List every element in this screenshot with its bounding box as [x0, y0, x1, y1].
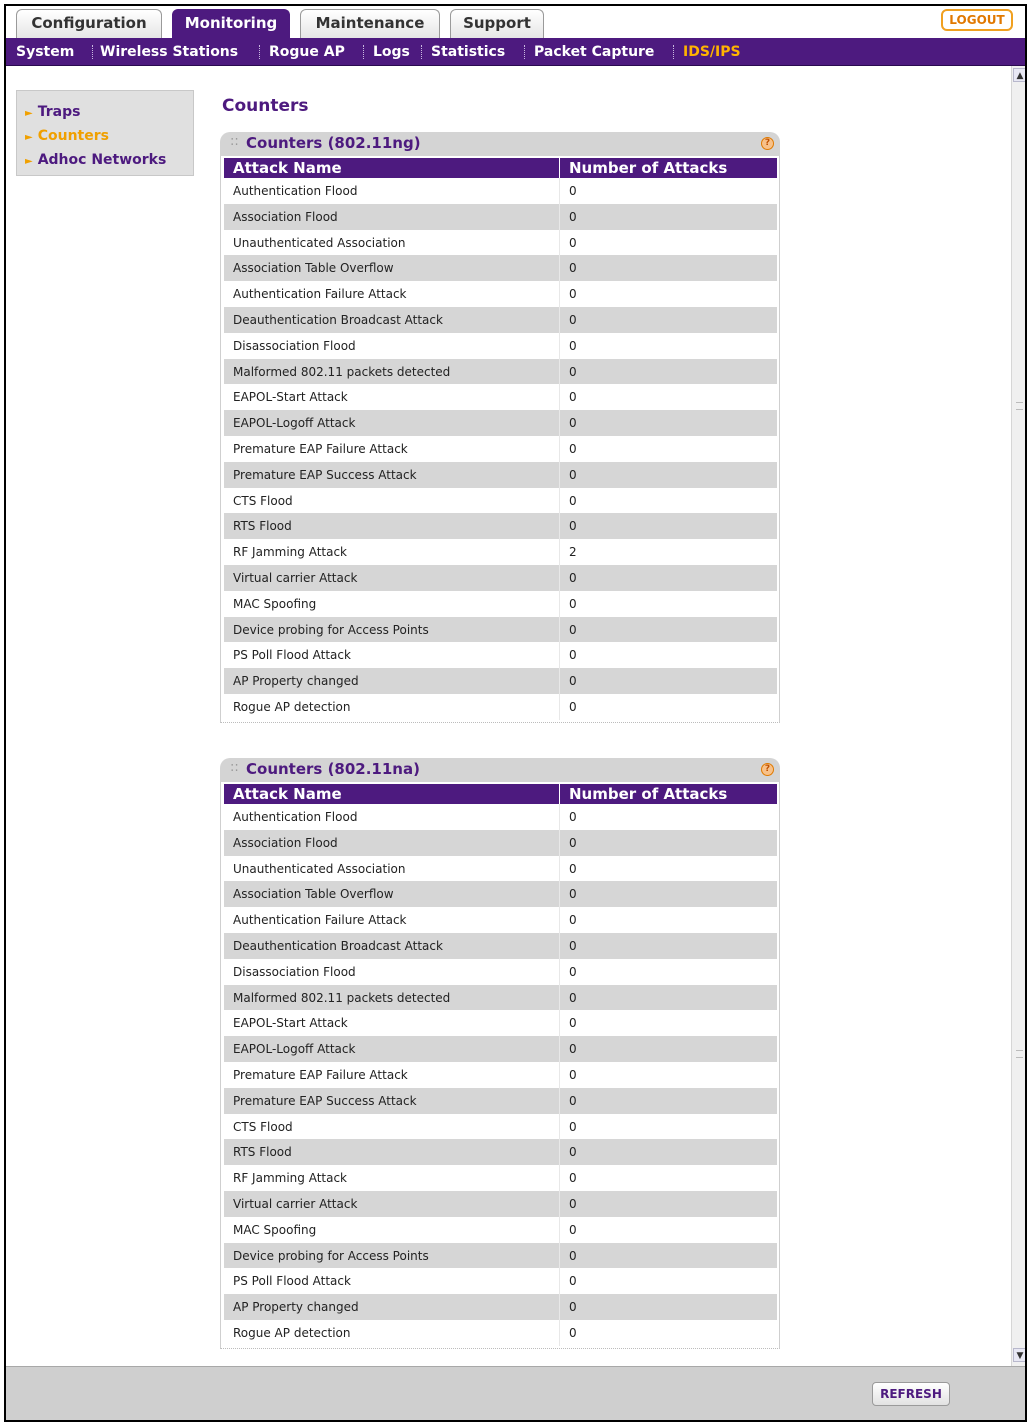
table-row [224, 617, 777, 643]
table-row [224, 694, 777, 720]
top-tab-bar [6, 6, 1025, 38]
sub-navigation [6, 38, 1025, 66]
attack-name-cell: CTS Flood [224, 488, 560, 514]
subnav-packet-capture[interactable]: Packet Capture [534, 44, 655, 60]
grip-icon: :: [230, 760, 239, 775]
attack-name-cell: Authentication Failure Attack [224, 907, 560, 933]
counters-panel-na [220, 758, 780, 1349]
table-row [224, 591, 777, 617]
attack-count-cell: 0 [569, 1042, 577, 1057]
side-menu [16, 90, 194, 176]
attack-name-cell: RTS Flood [224, 513, 560, 539]
arrow-right-icon: ► [25, 132, 33, 143]
panel-header [220, 132, 780, 156]
attack-count-cell: 0 [569, 235, 577, 250]
attack-name-cell: Premature EAP Success Attack [224, 1088, 560, 1114]
attack-count-cell: 0 [569, 699, 577, 714]
attack-count-cell: 0 [569, 338, 577, 353]
attack-name-cell: AP Property changed [224, 1294, 560, 1320]
subnav-separator [673, 45, 674, 59]
attack-count-cell: 0 [569, 1274, 577, 1289]
attack-name-cell: AP Property changed [224, 668, 560, 694]
table-row [224, 668, 777, 694]
table-row [224, 642, 777, 668]
attack-count-cell: 0 [569, 261, 577, 276]
attack-name-cell: Premature EAP Success Attack [224, 462, 560, 488]
attack-count-cell: 0 [569, 287, 577, 302]
help-icon[interactable]: ? [761, 763, 774, 776]
sidemenu-item-label: Traps [37, 104, 81, 120]
attack-count-cell: 0 [569, 184, 577, 198]
attack-count-cell: 0 [569, 913, 577, 928]
attack-name-cell: CTS Flood [224, 1114, 560, 1140]
attack-count-cell: 0 [569, 493, 577, 508]
table-row [224, 436, 777, 462]
attack-name-cell: Deauthentication Broadcast Attack [224, 307, 560, 333]
attack-count-cell: 0 [569, 861, 577, 876]
attack-count-cell: 0 [569, 467, 577, 482]
attack-name-cell: Premature EAP Failure Attack [224, 1062, 560, 1088]
table-row [224, 804, 777, 830]
attack-count-cell: 0 [569, 416, 577, 431]
subnav-separator [259, 45, 260, 59]
attack-name-cell: RF Jamming Attack [224, 539, 560, 565]
table-row [224, 1088, 777, 1114]
attack-count-cell: 0 [569, 312, 577, 327]
attack-name-cell: Association Table Overflow [224, 881, 560, 907]
attack-name-cell: Authentication Flood [224, 804, 560, 830]
attack-count-cell: 0 [569, 1171, 577, 1186]
table-row [224, 307, 777, 333]
help-icon[interactable]: ? [761, 137, 774, 150]
attack-name-cell: Malformed 802.11 packets detected [224, 359, 560, 385]
table-row [224, 1243, 777, 1269]
table-row [224, 255, 777, 281]
attack-name-cell: Authentication Failure Attack [224, 281, 560, 307]
table-row [224, 959, 777, 985]
attack-count-cell: 0 [569, 648, 577, 663]
refresh-button[interactable]: REFRESH [872, 1382, 950, 1406]
attack-count-cell: 0 [569, 570, 577, 585]
table-row [224, 539, 777, 565]
table-row [224, 1217, 777, 1243]
attack-name-cell: PS Poll Flood Attack [224, 1268, 560, 1294]
attack-count-cell: 0 [569, 441, 577, 456]
attack-count-cell: 0 [569, 1016, 577, 1031]
attack-name-cell: Unauthenticated Association [224, 856, 560, 882]
attack-count-cell: 0 [569, 364, 577, 379]
attack-name-cell: Rogue AP detection [224, 1320, 560, 1346]
footer-bar [6, 1366, 1025, 1420]
panel-body [220, 156, 780, 723]
table-row [224, 488, 777, 514]
table-row [224, 204, 777, 230]
subnav-logs[interactable]: Logs [373, 44, 410, 60]
attack-count-cell: 0 [569, 519, 577, 534]
attack-name-cell: Disassociation Flood [224, 959, 560, 985]
table-row [224, 230, 777, 256]
attack-name-cell: RTS Flood [224, 1139, 560, 1165]
attack-name-cell: Premature EAP Failure Attack [224, 436, 560, 462]
subnav-wireless-stations[interactable]: Wireless Stations [100, 44, 239, 60]
attack-name-cell: Association Flood [224, 204, 560, 230]
table-row [224, 1320, 777, 1346]
table-row [224, 462, 777, 488]
panel-header [220, 758, 780, 782]
sidemenu-item-traps[interactable] [17, 101, 193, 125]
attack-count-cell: 0 [569, 390, 577, 405]
sidemenu-item-label: Adhoc Networks [37, 152, 167, 168]
subnav-system[interactable]: System [16, 44, 75, 60]
table-row [224, 1010, 777, 1036]
column-header-number-of-attacks: Number of Attacks [569, 785, 728, 803]
attack-count-cell: 0 [569, 1145, 577, 1160]
attack-count-cell: 0 [569, 674, 577, 689]
attack-count-cell: 0 [569, 1067, 577, 1082]
column-header-attack-name: Attack Name [224, 158, 560, 178]
page-title: Counters [222, 96, 309, 116]
attack-count-cell: 0 [569, 1222, 577, 1237]
subnav-ids-ips[interactable]: IDS/IPS [683, 44, 741, 60]
grip-icon: :: [230, 134, 239, 149]
attack-name-cell: Device probing for Access Points [224, 1243, 560, 1269]
table-rows [224, 804, 777, 1346]
table-row [224, 907, 777, 933]
arrow-right-icon: ► [25, 108, 33, 119]
attack-count-cell: 0 [569, 1196, 577, 1211]
sidemenu-item-counters[interactable] [17, 125, 193, 149]
attack-count-cell: 0 [569, 810, 577, 824]
table-row [224, 830, 777, 856]
table-row [224, 333, 777, 359]
table-row [224, 565, 777, 591]
attack-name-cell: Deauthentication Broadcast Attack [224, 933, 560, 959]
subnav-separator [92, 45, 93, 59]
attack-count-cell: 0 [569, 1093, 577, 1108]
logout-button[interactable]: LOGOUT [941, 9, 1013, 31]
attack-name-cell: EAPOL-Start Attack [224, 1010, 560, 1036]
attack-name-cell: RF Jamming Attack [224, 1165, 560, 1191]
table-row [224, 1268, 777, 1294]
table-header [224, 784, 777, 804]
attack-count-cell: 2 [569, 545, 577, 560]
attack-name-cell: EAPOL-Logoff Attack [224, 1036, 560, 1062]
attack-count-cell: 0 [569, 835, 577, 850]
attack-name-cell: MAC Spoofing [224, 1217, 560, 1243]
sidemenu-item-adhoc-networks[interactable] [17, 149, 193, 173]
table-row [224, 933, 777, 959]
table-row [224, 1139, 777, 1165]
scroll-grip [1016, 1050, 1023, 1058]
tab-support[interactable]: Support [450, 9, 544, 38]
table-rows [224, 178, 777, 720]
scroll-up-icon[interactable]: ▲ [1013, 68, 1027, 82]
attack-count-cell: 0 [569, 1300, 577, 1315]
app-frame [4, 4, 1027, 1422]
attack-name-cell: Device probing for Access Points [224, 617, 560, 643]
attack-name-cell: MAC Spoofing [224, 591, 560, 617]
attack-name-cell: EAPOL-Start Attack [224, 384, 560, 410]
subnav-statistics[interactable]: Statistics [431, 44, 506, 60]
attack-count-cell: 0 [569, 887, 577, 902]
panel-title: Counters (802.11na) [246, 760, 420, 778]
tab-maintenance[interactable]: Maintenance [300, 9, 440, 38]
attack-count-cell: 0 [569, 596, 577, 611]
tab-monitoring[interactable]: Monitoring [172, 9, 290, 38]
attack-name-cell: PS Poll Flood Attack [224, 642, 560, 668]
table-row [224, 359, 777, 385]
attack-name-cell: Authentication Flood [224, 178, 560, 204]
table-header [224, 158, 777, 178]
table-row [224, 410, 777, 436]
arrow-right-icon: ► [25, 156, 33, 167]
table-row [224, 178, 777, 204]
attack-count-cell: 0 [569, 964, 577, 979]
attack-name-cell: Association Flood [224, 830, 560, 856]
table-row [224, 1114, 777, 1140]
subnav-separator [524, 45, 525, 59]
table-row [224, 384, 777, 410]
table-row [224, 1165, 777, 1191]
scroll-grip [1016, 402, 1023, 410]
vertical-scrollbar[interactable] [1011, 66, 1027, 1366]
attack-count-cell: 0 [569, 938, 577, 953]
attack-name-cell: Rogue AP detection [224, 694, 560, 720]
subnav-separator [363, 45, 364, 59]
attack-name-cell: Disassociation Flood [224, 333, 560, 359]
subnav-rogue-ap[interactable]: Rogue AP [269, 44, 345, 60]
panel-body [220, 782, 780, 1349]
attack-name-cell: Virtual carrier Attack [224, 565, 560, 591]
attack-name-cell: Virtual carrier Attack [224, 1191, 560, 1217]
attack-name-cell: Unauthenticated Association [224, 230, 560, 256]
counters-panel-ng [220, 132, 780, 723]
panel-title: Counters (802.11ng) [246, 134, 421, 152]
attack-count-cell: 0 [569, 1325, 577, 1340]
table-row [224, 881, 777, 907]
table-row [224, 513, 777, 539]
table-row [224, 1294, 777, 1320]
table-row [224, 281, 777, 307]
scroll-down-icon[interactable]: ▼ [1013, 1348, 1027, 1362]
column-header-attack-name: Attack Name [224, 784, 560, 804]
table-row [224, 985, 777, 1011]
attack-count-cell: 0 [569, 622, 577, 637]
table-row [224, 1036, 777, 1062]
subnav-separator [421, 45, 422, 59]
table-row [224, 1191, 777, 1217]
tab-configuration[interactable]: Configuration [16, 9, 162, 38]
attack-count-cell: 0 [569, 990, 577, 1005]
attack-count-cell: 0 [569, 209, 577, 224]
column-header-number-of-attacks: Number of Attacks [569, 159, 728, 177]
attack-count-cell: 0 [569, 1119, 577, 1134]
table-row [224, 856, 777, 882]
attack-name-cell: Association Table Overflow [224, 255, 560, 281]
attack-name-cell: EAPOL-Logoff Attack [224, 410, 560, 436]
content-area [6, 66, 1011, 1366]
sidemenu-item-label: Counters [37, 128, 109, 144]
attack-count-cell: 0 [569, 1248, 577, 1263]
attack-name-cell: Malformed 802.11 packets detected [224, 985, 560, 1011]
table-row [224, 1062, 777, 1088]
